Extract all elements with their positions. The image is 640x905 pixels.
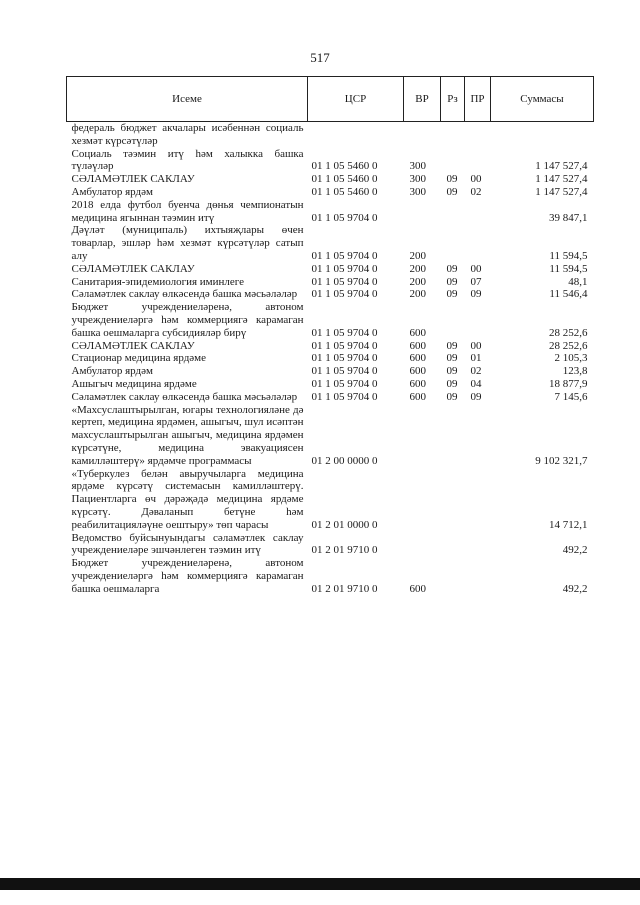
cell-name: «Махсуслаштырылган, югары технологияләне дә кертеп, медицина ярдәмен, ашыгыч, шул исәптән махсуслаштырылган ашыгыч, медицина ярдәмен күрсәтүне, медицина эвакуациясен камилләштерү» ярдәмче программасы	[71, 403, 304, 467]
cell-vr: 600	[409, 339, 426, 352]
cell-sum: 28 252,6	[549, 326, 588, 339]
cell-csr: 01 1 05 9704 0	[311, 352, 378, 365]
cell-sum: 18 877,9	[549, 377, 588, 390]
cell-name: Амбулатор ярдәм	[71, 365, 153, 378]
table-row	[67, 557, 594, 595]
cell-vr: 600	[409, 377, 426, 390]
cell-csr: 01 1 05 5460 0	[311, 173, 378, 186]
cell-vr: 600	[409, 326, 426, 339]
table-row	[67, 288, 594, 301]
cell-rz: 09	[446, 275, 458, 288]
cell-rz	[441, 404, 465, 468]
cell-rz: 09	[446, 185, 458, 198]
table-row	[67, 199, 594, 225]
cell-name: СӘЛАМӘТЛЕК САКЛАУ	[71, 262, 195, 275]
cell-vr: 300	[409, 173, 426, 186]
cell-vr: 300	[409, 185, 426, 198]
cell-sum	[491, 122, 594, 148]
cell-csr: 01 1 05 9704 0	[311, 262, 378, 275]
header-sum: Суммасы	[491, 77, 594, 122]
cell-rz: 09	[446, 339, 458, 352]
cell-pr: 04	[470, 377, 482, 390]
cell-vr	[404, 404, 441, 468]
cell-csr: 01 1 05 9704 0	[311, 390, 378, 403]
cell-pr: 01	[470, 352, 482, 365]
cell-vr	[404, 532, 441, 558]
cell-name: Ашыгыч медицина ярдәме	[71, 377, 197, 390]
cell-rz: 09	[446, 352, 458, 365]
cell-sum: 1 147 527,4	[535, 185, 588, 198]
cell-rz	[441, 532, 465, 558]
cell-pr	[465, 148, 491, 174]
cell-csr: 01 1 05 5460 0	[311, 160, 378, 173]
cell-pr: 02	[470, 185, 482, 198]
cell-rz: 09	[446, 390, 458, 403]
header-pr: ПР	[465, 77, 491, 122]
header-name: Исеме	[67, 77, 308, 122]
cell-rz	[441, 122, 465, 148]
cell-csr	[308, 122, 404, 148]
cell-name: «Туберкулез белән авыручыларга медицина ярдәме күрсәтү системасын камилләштерү. Пациентларга өч дәрәҗәдә медицина ярдәме күрсәтү. Дәваланып бетүне һәм реабилитацияләүне оештыру» төп чарасы	[71, 467, 304, 531]
cell-pr: 00	[470, 173, 482, 186]
table-row	[67, 378, 594, 391]
cell-pr	[465, 301, 491, 339]
cell-pr: 00	[470, 262, 482, 275]
table-row	[67, 224, 594, 262]
cell-name: Бюджет учреждениеләренә, автоном учреждениеләргә һәм коммерциягә карамаган башка оешмаларга субсидияләр бирү	[71, 301, 304, 339]
cell-rz: 09	[446, 365, 458, 378]
cell-vr: 200	[409, 275, 426, 288]
table-row	[67, 340, 594, 353]
cell-csr: 01 2 00 0000 0	[311, 454, 378, 467]
cell-pr	[465, 557, 491, 595]
cell-sum: 123,8	[562, 365, 588, 378]
cell-csr: 01 1 05 9704 0	[311, 249, 378, 262]
cell-csr: 01 1 05 9704 0	[311, 339, 378, 352]
cell-rz	[441, 224, 465, 262]
table-row	[67, 391, 594, 404]
table-row	[67, 276, 594, 289]
cell-name: Сәламәтлек саклау өлкәсендә башка мәсьәләләр	[71, 288, 298, 301]
cell-sum: 7 145,6	[554, 390, 588, 403]
cell-pr: 07	[470, 275, 482, 288]
table-row	[67, 301, 594, 339]
cell-name: Амбулатор ярдәм	[71, 185, 153, 198]
page-number: 517	[310, 50, 330, 65]
table-row	[67, 468, 594, 532]
cell-pr: 09	[470, 390, 482, 403]
cell-vr: 600	[409, 390, 426, 403]
cell-csr: 01 2 01 9710 0	[311, 582, 378, 595]
cell-sum: 11 594,5	[549, 262, 588, 275]
cell-rz: 09	[446, 262, 458, 275]
cell-rz: 09	[446, 288, 458, 301]
cell-name: Бюджет учреждениеләренә, автоном учреждениеләргә һәм коммерциягә карамаган башка оешмаларга	[71, 557, 304, 595]
budget-table	[66, 76, 594, 595]
cell-vr: 200	[409, 262, 426, 275]
cell-pr	[465, 122, 491, 148]
cell-pr	[465, 468, 491, 532]
cell-name: Социаль тәэмин итү һәм халыкка башка түләүләр	[71, 147, 304, 173]
cell-sum: 14 712,1	[549, 518, 588, 531]
cell-pr: 02	[470, 365, 482, 378]
cell-sum: 1 147 527,4	[535, 173, 588, 186]
cell-csr: 01 1 05 9704 0	[311, 326, 378, 339]
cell-vr: 600	[409, 582, 426, 595]
cell-vr: 200	[409, 288, 426, 301]
table-row	[67, 532, 594, 558]
cell-csr: 01 1 05 9704 0	[311, 377, 378, 390]
cell-vr: 300	[409, 160, 426, 173]
cell-sum: 492,2	[562, 544, 588, 557]
cell-rz	[441, 148, 465, 174]
cell-sum: 2 105,3	[554, 352, 588, 365]
cell-name: 2018 елда футбол буенча дөнья чемпионатын медицина ягыннан тәэмин итү	[71, 198, 304, 224]
header-vr: ВР	[404, 77, 441, 122]
table-row	[67, 148, 594, 174]
cell-csr: 01 1 05 9704 0	[311, 288, 378, 301]
cell-sum: 492,2	[562, 582, 588, 595]
cell-pr	[465, 224, 491, 262]
table-row	[67, 122, 594, 148]
cell-vr: 600	[409, 365, 426, 378]
scan-edge-bar	[0, 878, 640, 890]
cell-pr: 00	[470, 339, 482, 352]
cell-pr	[465, 199, 491, 225]
cell-sum: 9 102 321,7	[535, 454, 588, 467]
table-body	[67, 122, 594, 596]
table-header-row	[67, 77, 594, 122]
cell-sum: 11 546,4	[549, 288, 588, 301]
table-row	[67, 365, 594, 378]
cell-vr	[404, 122, 441, 148]
header-csr: ЦСР	[308, 77, 404, 122]
cell-sum: 39 847,1	[549, 211, 588, 224]
cell-csr: 01 1 05 9704 0	[311, 211, 378, 224]
cell-name: Ведомство буйсынуындагы сәламәтлек саклау учреждениеләре эшчәнлеген тәэмин итү	[71, 531, 304, 557]
cell-sum: 11 594,5	[549, 249, 588, 262]
cell-rz	[441, 199, 465, 225]
cell-rz	[441, 301, 465, 339]
table-row	[67, 404, 594, 468]
cell-csr: 01 1 05 9704 0	[311, 275, 378, 288]
cell-csr: 01 1 05 9704 0	[311, 365, 378, 378]
cell-name: Дәүләт (муниципаль) ихтыяҗлары өчен товарлар, эшләр һәм хезмәт күрсәтүләр сатып алу	[71, 224, 304, 262]
cell-pr: 09	[470, 288, 482, 301]
table-row	[67, 186, 594, 199]
cell-name: Сәламәтлек саклау өлкәсендә башка мәсьәләләр	[71, 390, 298, 403]
header-rz: Рз	[441, 77, 465, 122]
cell-rz	[441, 557, 465, 595]
cell-rz: 09	[446, 173, 458, 186]
cell-vr: 600	[409, 352, 426, 365]
table-row	[67, 263, 594, 276]
cell-sum: 28 252,6	[549, 339, 588, 352]
cell-pr	[465, 532, 491, 558]
cell-vr: 200	[409, 249, 426, 262]
table-row	[67, 173, 594, 186]
cell-rz	[441, 468, 465, 532]
cell-pr	[465, 404, 491, 468]
cell-name: Стационар медицина ярдәме	[71, 352, 207, 365]
table-row	[67, 352, 594, 365]
cell-sum: 48,1	[568, 275, 588, 288]
cell-csr: 01 2 01 9710 0	[311, 544, 378, 557]
cell-csr: 01 2 01 0000 0	[311, 518, 378, 531]
cell-sum: 1 147 527,4	[535, 160, 588, 173]
cell-csr: 01 1 05 5460 0	[311, 185, 378, 198]
cell-name: СӘЛАМӘТЛЕК САКЛАУ	[71, 173, 195, 186]
cell-vr	[404, 468, 441, 532]
cell-name: Санитария-эпидемиология иминлеге	[71, 275, 245, 288]
cell-vr	[404, 199, 441, 225]
cell-rz: 09	[446, 377, 458, 390]
cell-name: федераль бюджет акчалары исәбеннән социаль хезмәт күрсәтүләр	[71, 122, 304, 147]
cell-name: СӘЛАМӘТЛЕК САКЛАУ	[71, 339, 195, 352]
